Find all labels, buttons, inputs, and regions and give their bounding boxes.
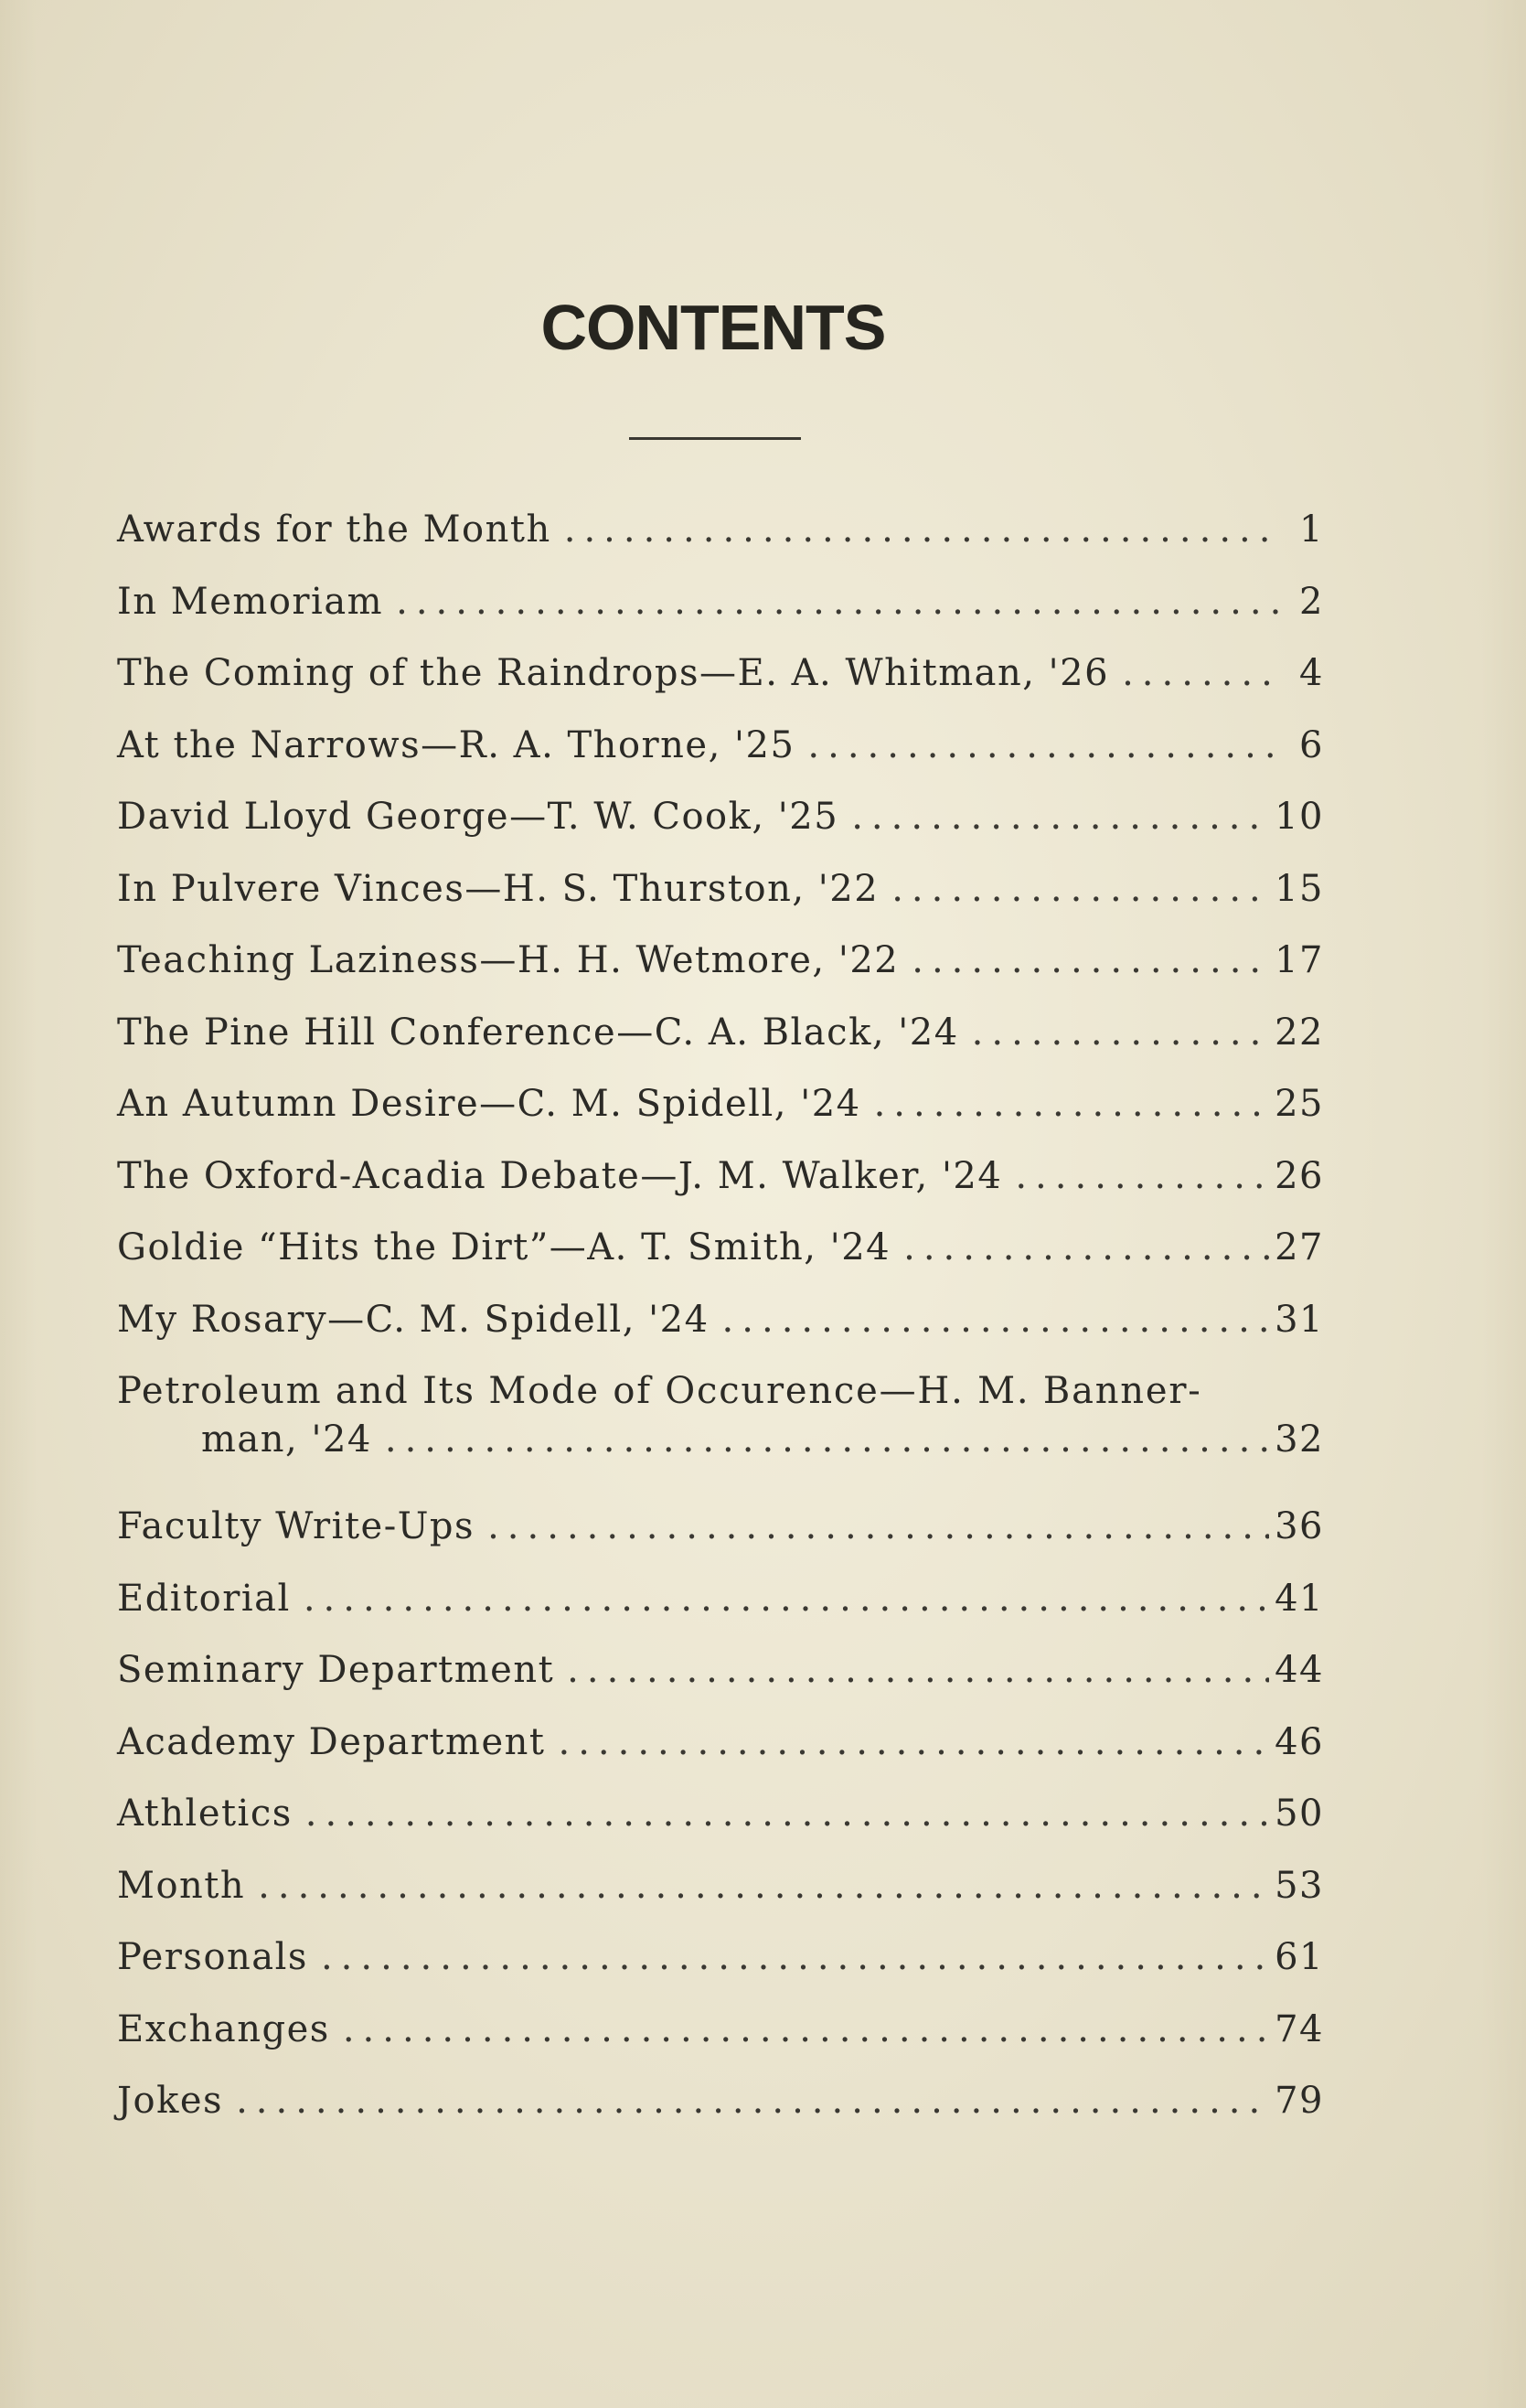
dot-leader: [567, 1634, 1269, 1707]
dot-leader: [807, 710, 1282, 782]
dot-leader: [558, 1707, 1269, 1779]
dot-leader: [891, 853, 1269, 926]
toc-entry-page: 36: [1275, 1505, 1324, 1547]
toc-entry[interactable]: [117, 1491, 1324, 1563]
toc-entry-page: 50: [1275, 1793, 1324, 1835]
toc-entry[interactable]: [117, 1850, 1324, 1922]
dot-leader: [385, 1416, 1269, 1464]
dot-leader: [258, 1850, 1269, 1922]
dot-leader: [304, 1563, 1269, 1635]
toc-entry-page: 4: [1299, 652, 1324, 694]
dot-leader: [874, 1068, 1270, 1140]
toc-entry-page: 22: [1275, 1011, 1324, 1054]
toc-entry-title: Month: [117, 1864, 246, 1907]
toc-entry-page: 32: [1275, 1418, 1324, 1461]
toc-entry[interactable]: [117, 1140, 1324, 1213]
toc-entry-page: 6: [1299, 723, 1324, 766]
toc-entry-page: 26: [1275, 1154, 1324, 1197]
toc-entry-title: Jokes: [117, 2080, 224, 2122]
toc-entry-page: 79: [1275, 2080, 1324, 2122]
toc-entry-title: Awards for the Month: [117, 508, 551, 551]
dot-leader: [321, 1921, 1269, 1994]
toc-entry-page: 41: [1275, 1577, 1324, 1620]
toc-entry-title: Academy Department: [117, 1720, 546, 1763]
toc-entry[interactable]: [117, 637, 1324, 710]
toc-entry-page: 2: [1299, 580, 1324, 623]
toc-entry-title-continued: man, '24: [201, 1418, 372, 1461]
toc-entry[interactable]: [117, 494, 1324, 566]
toc-entry-page: 10: [1275, 796, 1324, 838]
toc-entry[interactable]: [117, 1921, 1324, 1994]
toc-entry-title: The Oxford-Acadia Debate—J. M. Walker, '24: [117, 1154, 1003, 1197]
toc-entry-page: 74: [1275, 2007, 1324, 2050]
toc-entry[interactable]: [117, 1778, 1324, 1850]
toc-entry-page: 27: [1275, 1226, 1324, 1268]
toc-entry[interactable]: [117, 1355, 1324, 1491]
toc-entry-continuation: [117, 1416, 1324, 1464]
toc-entry-title: Personals: [117, 1936, 308, 1978]
toc-entry-title: Goldie “Hits the Dirt”—A. T. Smith, '24: [117, 1226, 891, 1268]
toc-entry-title: At the Narrows—R. A. Thorne, '25: [117, 723, 795, 766]
toc-entry[interactable]: [117, 1284, 1324, 1356]
toc-entry[interactable]: [117, 997, 1324, 1069]
toc-entry-page: 44: [1275, 1649, 1324, 1691]
toc-entry-page: 25: [1275, 1083, 1324, 1125]
dot-leader: [305, 1778, 1269, 1850]
dot-leader: [1015, 1140, 1269, 1213]
dot-leader: [912, 925, 1269, 997]
toc-entry-title: Seminary Department: [117, 1649, 555, 1691]
toc-entry-title: An Autumn Desire—C. M. Spidell, '24: [117, 1083, 861, 1125]
toc-entry-title: My Rosary—C. M. Spidell, '24: [117, 1298, 710, 1341]
table-of-contents: [117, 494, 1324, 2137]
toc-entry[interactable]: [117, 1707, 1324, 1779]
toc-entry[interactable]: [117, 566, 1324, 638]
toc-entry-title: David Lloyd George—T. W. Cook, '25: [117, 796, 839, 838]
toc-entry-title: Athletics: [117, 1793, 293, 1835]
toc-entry-page: 31: [1275, 1298, 1324, 1341]
dot-leader: [236, 2065, 1269, 2137]
dot-leader: [396, 566, 1282, 638]
toc-entry-page: 1: [1299, 508, 1324, 551]
toc-entry[interactable]: [117, 781, 1324, 853]
toc-entry[interactable]: [117, 1212, 1324, 1284]
dot-leader: [903, 1212, 1269, 1284]
toc-entry-title: Teaching Laziness—H. H. Wetmore, '22: [117, 939, 900, 981]
toc-entry[interactable]: [117, 1068, 1324, 1140]
toc-entry-title: In Pulvere Vinces—H. S. Thurston, '22: [117, 867, 880, 910]
toc-entry-title: Petroleum and Its Mode of Occurence—H. M. Banner-: [117, 1370, 1202, 1412]
toc-entry[interactable]: [117, 1563, 1324, 1635]
toc-entry-page: 17: [1275, 939, 1324, 981]
toc-entry[interactable]: [117, 925, 1324, 997]
toc-entry-title: The Coming of the Raindrops—E. A. Whitman, '26: [117, 652, 1110, 694]
toc-entry[interactable]: [117, 1994, 1324, 2066]
toc-entry[interactable]: [117, 1634, 1324, 1707]
dot-leader: [722, 1284, 1270, 1356]
toc-entry-page: 15: [1275, 867, 1324, 910]
dot-leader: [851, 781, 1269, 853]
dot-leader: [564, 494, 1282, 566]
dot-leader: [972, 997, 1269, 1069]
page-title: CONTENTS: [540, 292, 886, 363]
title-rule: [629, 437, 801, 440]
dot-leader: [487, 1491, 1269, 1563]
toc-entry-page: 61: [1275, 1936, 1324, 1978]
toc-entry[interactable]: [117, 710, 1324, 782]
dot-leader: [343, 1994, 1269, 2066]
toc-entry-title: Editorial: [117, 1577, 291, 1620]
toc-entry-title: The Pine Hill Conference—C. A. Black, '24: [117, 1011, 959, 1054]
toc-entry[interactable]: [117, 853, 1324, 926]
toc-entry[interactable]: [117, 2065, 1324, 2137]
dot-leader: [1122, 637, 1282, 710]
toc-entry-title: Exchanges: [117, 2007, 330, 2050]
toc-entry-page: 46: [1275, 1720, 1324, 1763]
toc-entry-title: In Memoriam: [117, 580, 384, 623]
toc-entry-page: 53: [1275, 1864, 1324, 1907]
toc-entry-title: Faculty Write-Ups: [117, 1505, 475, 1547]
